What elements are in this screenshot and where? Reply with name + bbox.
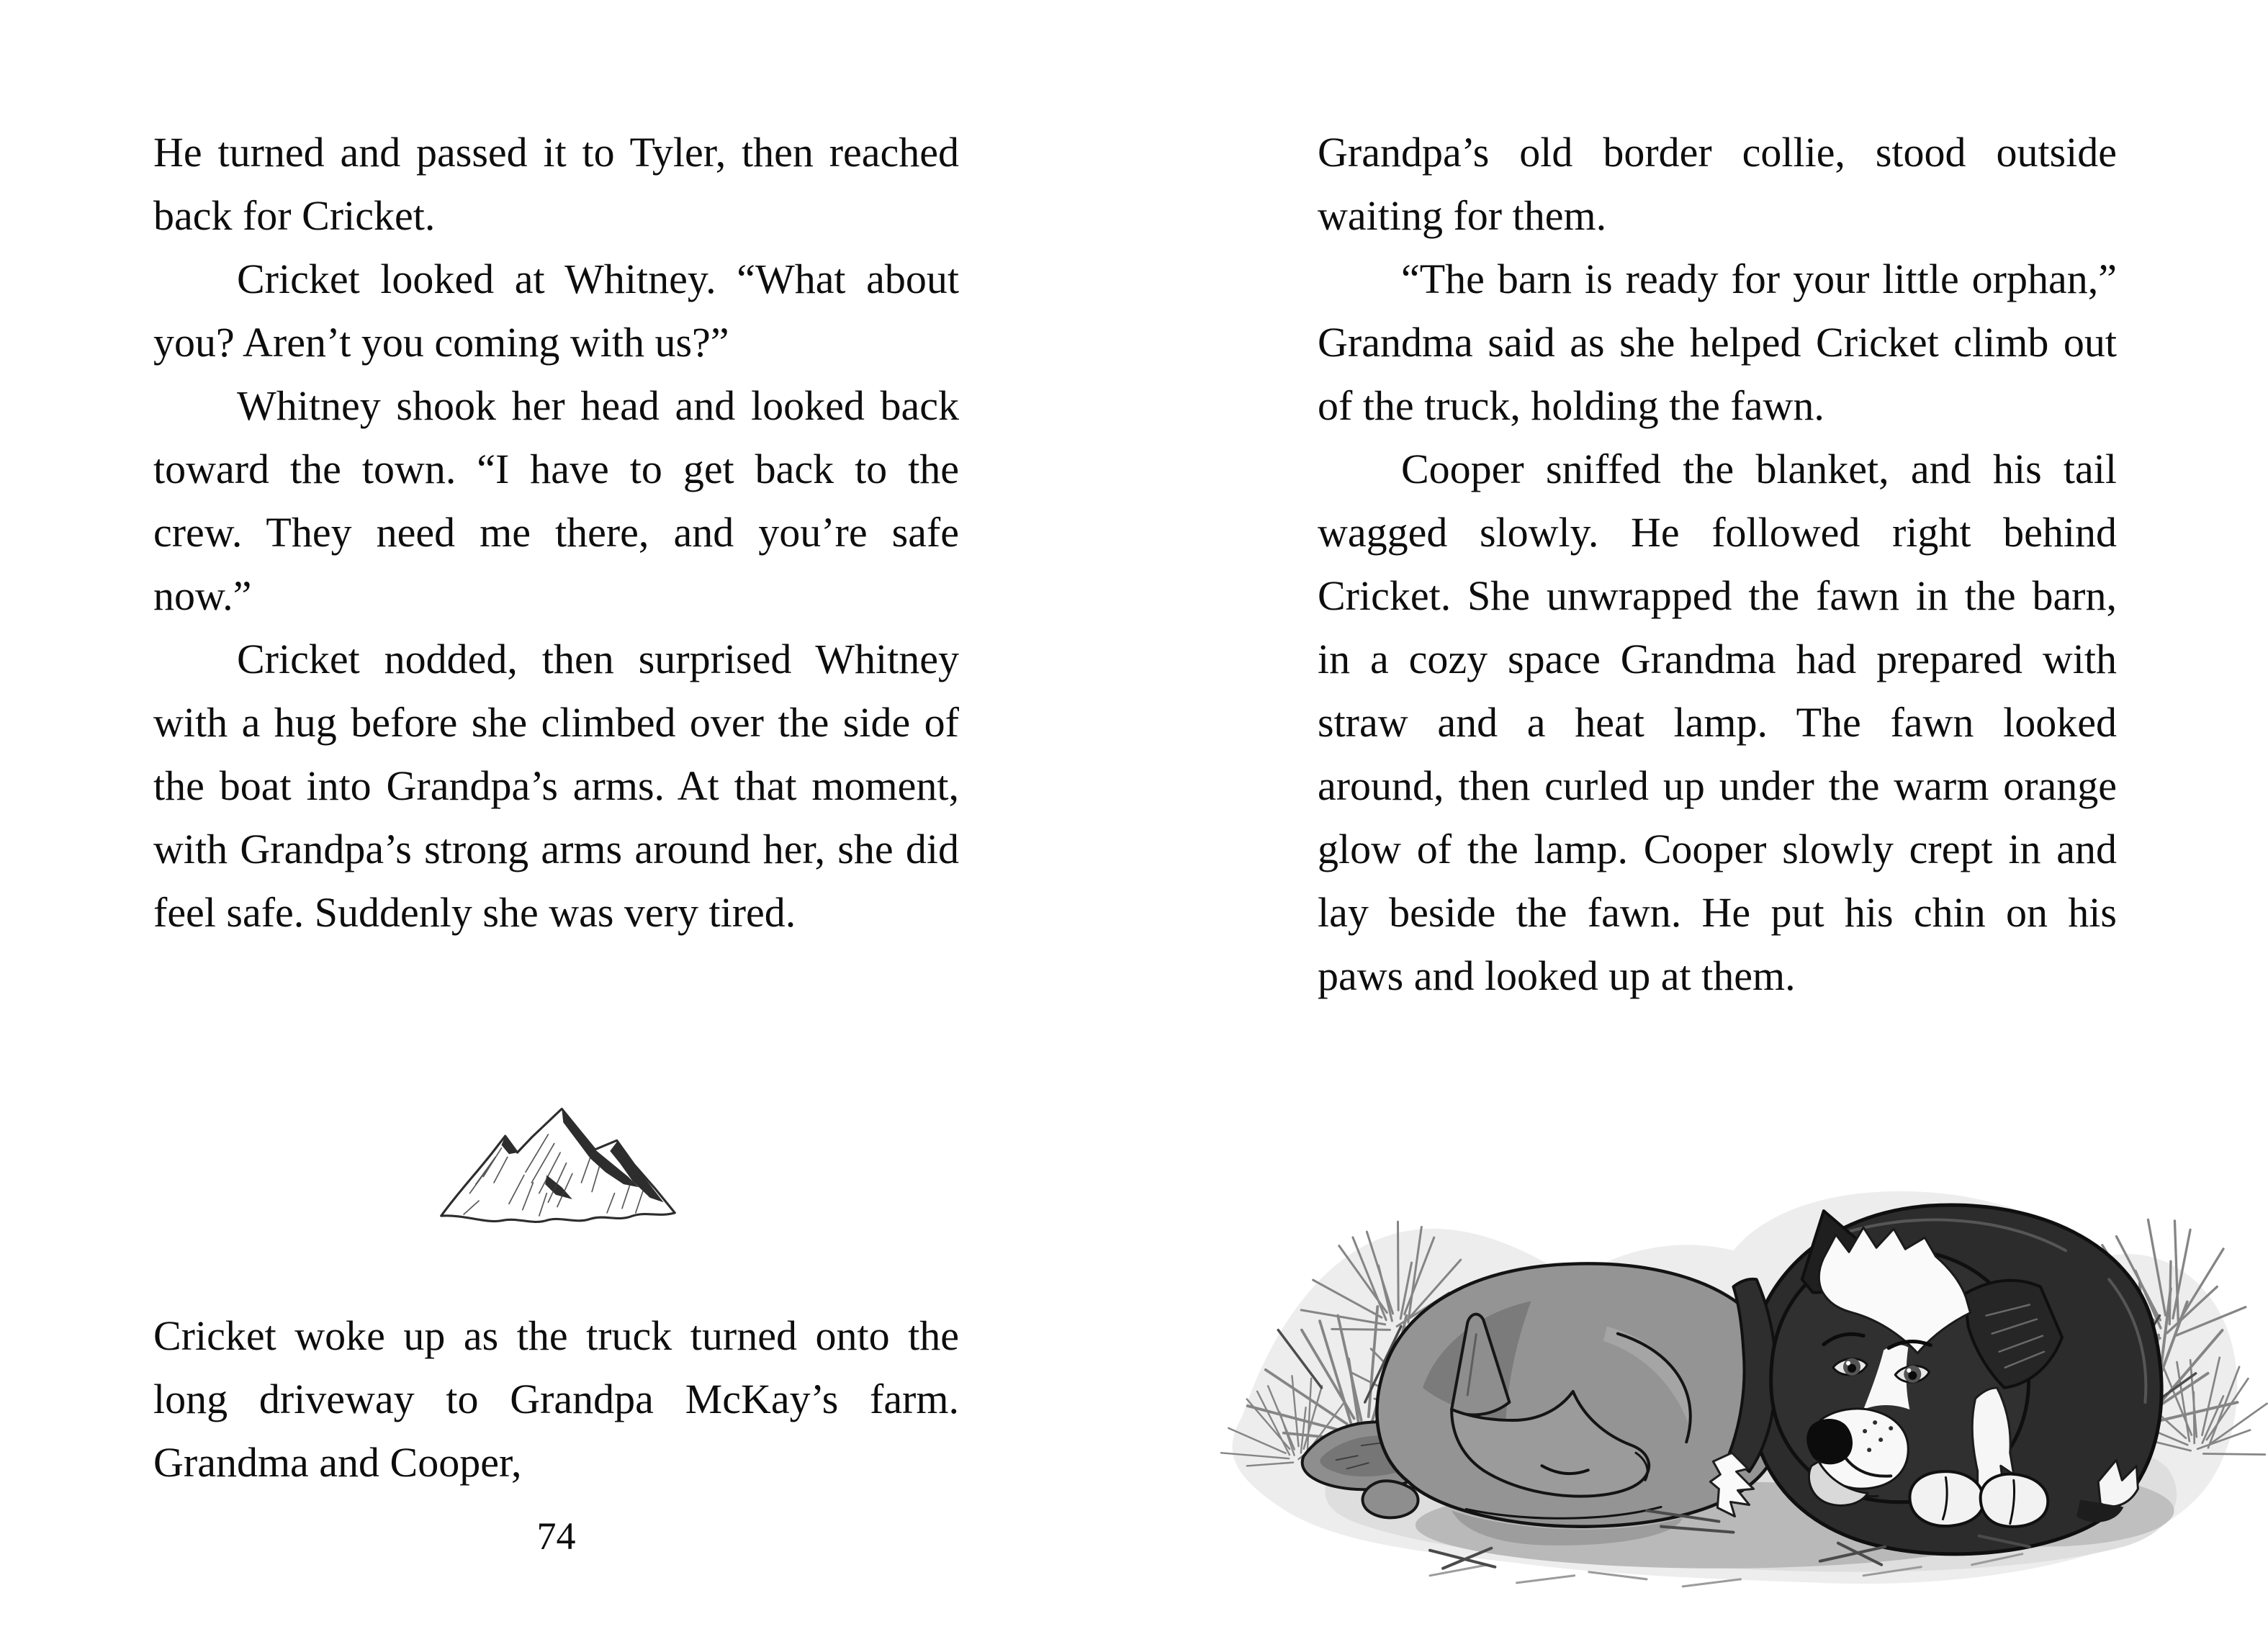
- mountain-icon: [428, 1103, 688, 1231]
- paragraph: He turned and passed it to Tyler, then reached back for Cricket.: [153, 129, 959, 239]
- paragraph: Cricket woke up as the truck turned onto the long driveway to Grandpa McKay’s farm. Grandma and Cooper,: [153, 1312, 959, 1486]
- paragraph: “The barn is ready for your little orphan,” Grandma said as she helped Cricket climb out of the truck, holding the fawn.: [1318, 256, 2117, 429]
- paragraph: Cooper sniffed the blanket, and his tail wagged slowly. He followed right behind Cricket. She unwrapped the fawn in the barn, in a cozy space Grandma had prepared with straw and a heat lamp. The fawn looked around, then curled up under the warm orange glow of the lamp. Cooper slowly crept in and lay beside the fawn. He put his chin on his paws and looked up at them.: [1318, 446, 2117, 999]
- dog-and-fawn-icon: [1213, 1170, 2268, 1642]
- paragraph: Cricket looked at Whitney. “What about you? Aren’t you coming with us?”: [153, 256, 959, 366]
- left-page-after-break: [153, 1304, 959, 1494]
- paragraph: Cricket nodded, then surprised Whitney with a hug before she climbed over the side of the boat into Grandpa’s arms. At that moment, with Grandpa’s strong arms around her, she did feel safe. Suddenly she was very tired.: [153, 636, 959, 936]
- paragraph: Grandpa’s old border collie, stood outside waiting for them.: [1318, 129, 2117, 239]
- right-page-text-column: [1318, 121, 2117, 1008]
- mountain-illustration: [428, 1103, 688, 1231]
- page-number: 74: [536, 1515, 576, 1558]
- paragraph: Whitney shook her head and looked back toward the town. “I have to get back to the crew. They need me there, and you’re safe now.”: [153, 382, 959, 619]
- left-page-text-column: [153, 121, 959, 944]
- dog-and-fawn-illustration: [1213, 1170, 2268, 1642]
